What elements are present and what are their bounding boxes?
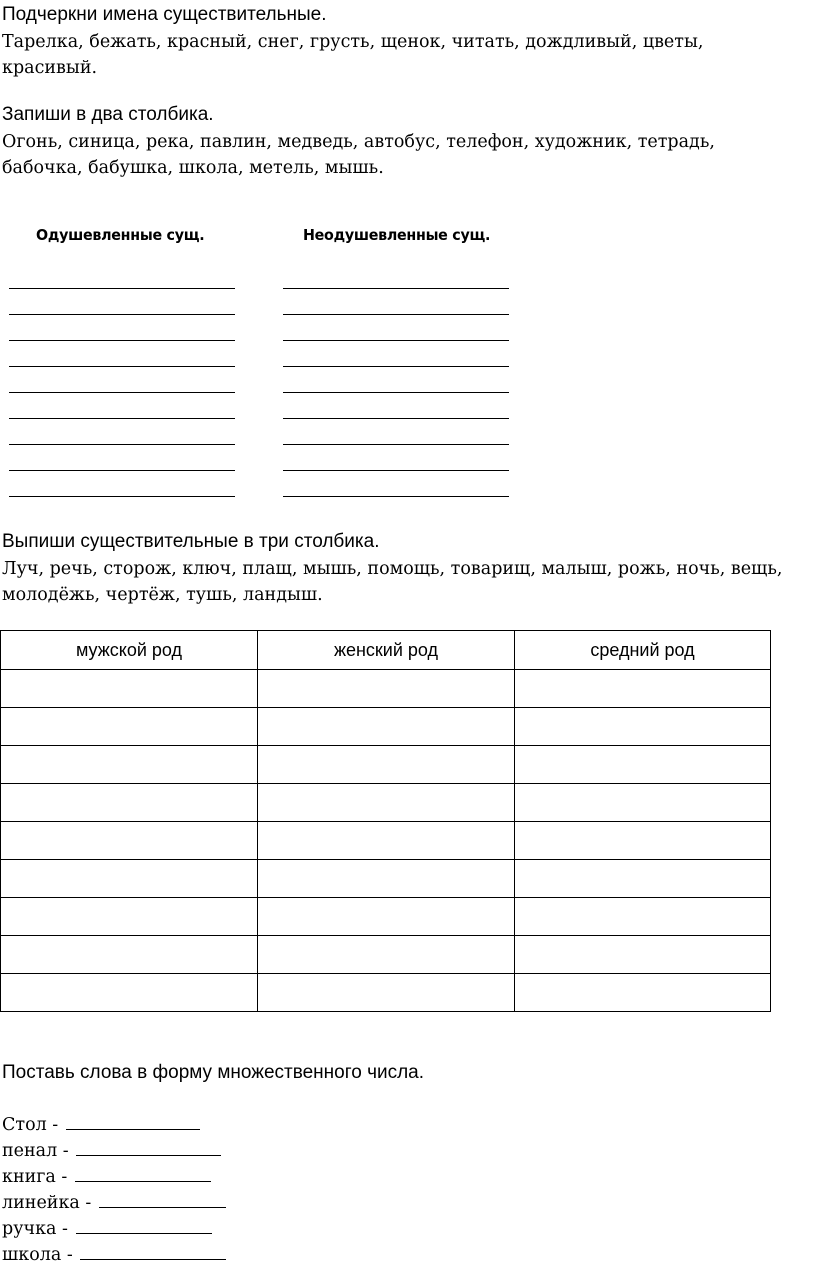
table-row bbox=[1, 822, 771, 860]
inanimate-column-heading: Неодушевленные сущ. bbox=[303, 226, 491, 244]
answer-line[interactable] bbox=[9, 392, 235, 393]
answer-blank[interactable] bbox=[66, 1111, 200, 1130]
answer-blank[interactable] bbox=[75, 1163, 211, 1182]
table-cell[interactable] bbox=[1, 746, 258, 784]
task4-title: Поставь слова в форму множественного числа. bbox=[2, 1062, 425, 1083]
task2-text: Огонь, синица, река, павлин, медведь, автобус, телефон, художник, тетрадь, бабочка, бабушка, школа, метель, мышь. bbox=[2, 132, 715, 178]
task1-text: Тарелка, бежать, красный, снег, грусть, щенок, читать, дождливый, цветы, красивый. bbox=[2, 32, 704, 78]
table-cell[interactable] bbox=[515, 936, 771, 974]
plural-item bbox=[2, 1189, 226, 1213]
plural-item bbox=[2, 1111, 200, 1135]
table-row bbox=[1, 784, 771, 822]
plural-word: книга - bbox=[2, 1167, 68, 1187]
answer-line[interactable] bbox=[9, 444, 235, 445]
table-cell[interactable] bbox=[1, 860, 258, 898]
table-cell[interactable] bbox=[515, 860, 771, 898]
answer-line[interactable] bbox=[9, 496, 235, 497]
table-cell[interactable] bbox=[258, 784, 515, 822]
table-header-row bbox=[1, 631, 771, 670]
table-cell[interactable] bbox=[515, 784, 771, 822]
task3-title: Выпиши существительные в три столбика. bbox=[2, 531, 380, 552]
plural-word: пенал - bbox=[2, 1141, 69, 1161]
answer-line[interactable] bbox=[283, 444, 509, 445]
table-row bbox=[1, 670, 771, 708]
answer-blank[interactable] bbox=[80, 1241, 226, 1260]
answer-line[interactable] bbox=[283, 470, 509, 471]
table-cell[interactable] bbox=[515, 746, 771, 784]
answer-line[interactable] bbox=[283, 314, 509, 315]
table-row bbox=[1, 746, 771, 784]
table-cell[interactable] bbox=[1, 974, 258, 1012]
answer-line[interactable] bbox=[9, 314, 235, 315]
animate-column-heading: Одушевленные сущ. bbox=[36, 226, 205, 244]
plural-item bbox=[2, 1241, 226, 1265]
table-cell[interactable] bbox=[515, 708, 771, 746]
answer-line[interactable] bbox=[283, 418, 509, 419]
answer-blank[interactable] bbox=[76, 1215, 212, 1234]
plural-item bbox=[2, 1215, 212, 1239]
answer-line[interactable] bbox=[283, 392, 509, 393]
table-cell[interactable] bbox=[1, 898, 258, 936]
answer-line[interactable] bbox=[9, 366, 235, 367]
table-cell[interactable] bbox=[258, 746, 515, 784]
table-cell[interactable] bbox=[258, 860, 515, 898]
feminine-header: женский род bbox=[258, 631, 515, 670]
plural-word: школа - bbox=[2, 1245, 73, 1265]
gender-table bbox=[0, 630, 771, 1012]
table-cell[interactable] bbox=[1, 708, 258, 746]
answer-line[interactable] bbox=[9, 340, 235, 341]
answer-line[interactable] bbox=[9, 470, 235, 471]
table-row bbox=[1, 860, 771, 898]
plural-item bbox=[2, 1163, 211, 1187]
plural-word: Стол - bbox=[2, 1115, 59, 1135]
table-cell[interactable] bbox=[1, 670, 258, 708]
task2-title: Запиши в два столбика. bbox=[2, 104, 214, 125]
answer-blank[interactable] bbox=[76, 1137, 221, 1156]
table-cell[interactable] bbox=[258, 670, 515, 708]
plural-word: ручка - bbox=[2, 1219, 68, 1239]
table-cell[interactable] bbox=[258, 898, 515, 936]
table-cell[interactable] bbox=[515, 898, 771, 936]
table-cell[interactable] bbox=[515, 822, 771, 860]
answer-line[interactable] bbox=[283, 366, 509, 367]
table-cell[interactable] bbox=[1, 936, 258, 974]
answer-line[interactable] bbox=[283, 496, 509, 497]
plural-item bbox=[2, 1137, 221, 1161]
table-row bbox=[1, 936, 771, 974]
plural-word: линейка - bbox=[2, 1193, 92, 1213]
table-row bbox=[1, 898, 771, 936]
table-cell[interactable] bbox=[1, 822, 258, 860]
table-cell[interactable] bbox=[515, 974, 771, 1012]
answer-line[interactable] bbox=[9, 288, 235, 289]
table-cell[interactable] bbox=[1, 784, 258, 822]
table-cell[interactable] bbox=[258, 708, 515, 746]
answer-line[interactable] bbox=[9, 418, 235, 419]
table-row bbox=[1, 708, 771, 746]
table-cell[interactable] bbox=[258, 974, 515, 1012]
answer-blank[interactable] bbox=[99, 1189, 226, 1208]
table-cell[interactable] bbox=[258, 822, 515, 860]
table-cell[interactable] bbox=[515, 670, 771, 708]
task1-title: Подчеркни имена существительные. bbox=[2, 4, 327, 25]
task3-text: Луч, речь, сторож, ключ, плащ, мышь, помощь, товарищ, малыш, рожь, ночь, вещь, молодёжь, чертёж, тушь, ландыш. bbox=[2, 559, 783, 605]
table-cell[interactable] bbox=[258, 936, 515, 974]
neuter-header: средний род bbox=[515, 631, 771, 670]
answer-line[interactable] bbox=[283, 288, 509, 289]
answer-line[interactable] bbox=[283, 340, 509, 341]
masculine-header: мужской род bbox=[1, 631, 258, 670]
table-row bbox=[1, 974, 771, 1012]
